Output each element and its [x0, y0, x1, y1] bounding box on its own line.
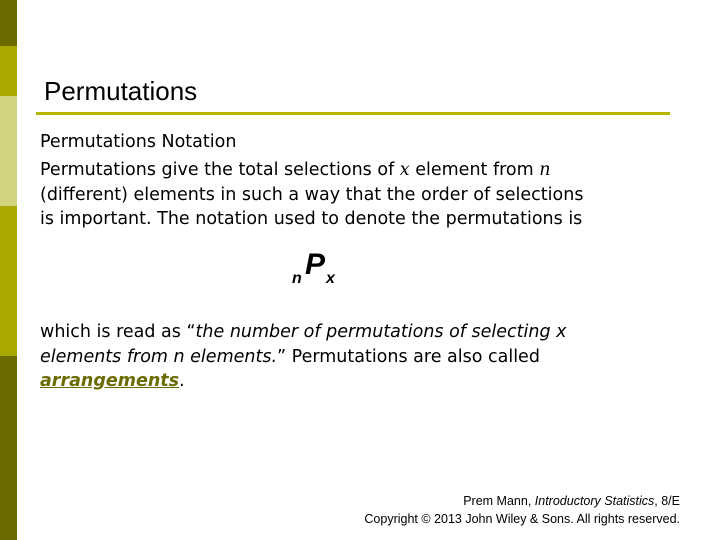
key-term: arrangements	[40, 371, 180, 391]
sidebar-band	[0, 206, 17, 356]
text-run: which is read as “	[40, 322, 196, 342]
paragraph-line: (different) elements in such a way that the order of selections	[40, 184, 584, 205]
paragraph-line	[40, 345, 567, 370]
paragraph-line: is important. The notation used to denote the permutations is	[40, 209, 583, 229]
notation-right-subscript: x	[326, 270, 335, 287]
book-title: Introductory Statistics	[534, 494, 655, 508]
italic-text-run: elements from n elements.	[40, 346, 278, 367]
text-run: ” Permutations are also called	[277, 346, 540, 367]
footer-copyright: Copyright © 2013 John Wiley & Sons. All rights reserved.	[364, 512, 680, 526]
slide-footer	[364, 492, 680, 528]
sidebar-band	[0, 356, 17, 540]
sidebar-decoration	[0, 0, 17, 540]
reading-paragraph	[40, 320, 567, 394]
definition-paragraph	[40, 158, 583, 232]
permutation-notation	[292, 248, 352, 292]
text-run: Permutations give the total selections of	[40, 160, 400, 180]
notation-left-subscript: n	[292, 270, 302, 287]
title-underline-rule	[36, 112, 670, 115]
paragraph-line	[40, 158, 583, 183]
footer-citation	[364, 492, 680, 510]
text-run: Prem Mann,	[463, 494, 535, 508]
notation-symbol: P	[305, 248, 326, 281]
text-run: element from	[409, 160, 540, 180]
variable-x: x	[399, 160, 410, 180]
variable-n: n	[539, 160, 551, 180]
text-run: , 8/E	[654, 494, 680, 508]
section-heading: Permutations Notation	[40, 132, 237, 152]
sidebar-band	[0, 46, 17, 96]
sidebar-band	[0, 96, 17, 206]
slide-title: Permutations	[44, 76, 198, 106]
paragraph-line	[40, 369, 567, 394]
sidebar-band	[0, 0, 17, 46]
text-run: .	[179, 371, 185, 391]
paragraph-line	[40, 320, 567, 345]
italic-text-run: the number of permutations of selecting x	[195, 322, 567, 342]
